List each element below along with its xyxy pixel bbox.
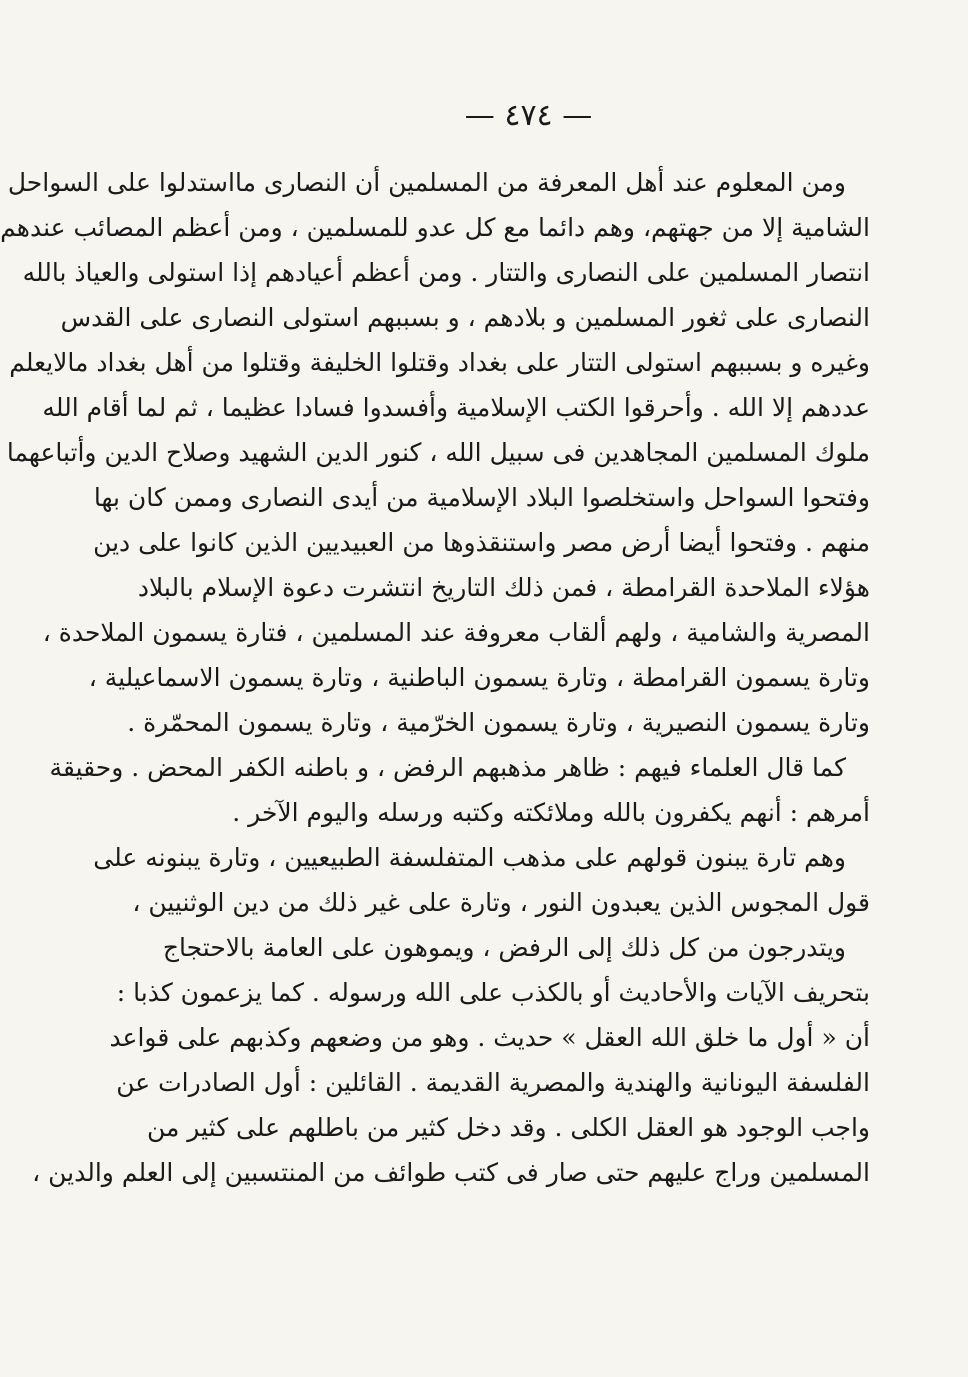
text-line: المصرية والشامية ، ولهم ألقاب معروفة عند المسلمين ، فتارة يسمون الملاحدة ، xyxy=(42,618,870,647)
text-line: ملوك المسلمين المجاهدين فى سبيل الله ، كنور الدين الشهيد وصلاح الدين وأتباعهما xyxy=(6,438,870,467)
body-text xyxy=(0,160,870,1195)
text-line: أن « أول ما خلق الله العقل » حديث . وهو من وضعهم وكذبهم على قواعد xyxy=(109,1023,870,1052)
text-line: وفتحوا السواحل واستخلصوا البلاد الإسلامية من أيدى النصارى وممن كان بها xyxy=(93,483,870,512)
text-line: وهم تارة يبنون قولهم على مذهب المتفلسفة الطبيعيين ، وتارة يبنونه على xyxy=(93,843,846,872)
text-line: منهم . وفتحوا أيضا أرض مصر واستنقذوها من العبيديين الذين كانوا على دين xyxy=(93,528,870,557)
text-line: واجب الوجود هو العقل الكلى . وقد دخل كثير من باطلهم على كثير من xyxy=(146,1113,870,1142)
text-line: الفلسفة اليونانية والهندية والمصرية القديمة . القائلين : أول الصادرات عن xyxy=(116,1068,870,1097)
text-line: هؤلاء الملاحدة القرامطة ، فمن ذلك التاريخ انتشرت دعوة الإسلام بالبلاد xyxy=(137,573,870,602)
text-line: كما قال العلماء فيهم : ظاهر مذهبهم الرفض ، و باطنه الكفر المحض . وحقيقة xyxy=(49,753,846,782)
page-number: — ٤٧٤ — xyxy=(464,98,593,133)
text-line: النصارى على ثغور المسلمين و بلادهم ، و بسببهم استولى النصارى على القدس xyxy=(60,303,870,332)
paragraph xyxy=(49,745,870,835)
paragraph xyxy=(32,925,870,1195)
text-line: ويتدرجون من كل ذلك إلى الرفض ، ويموهون على العامة بالاحتجاج xyxy=(162,933,846,962)
text-line: عددهم إلا الله . وأحرقوا الكتب الإسلامية وأفسدوا فسادا عظيما ، ثم لما أقام الله xyxy=(42,393,870,422)
paragraph xyxy=(0,160,870,745)
text-line: بتحريف الآيات والأحاديث أو بالكذب على الله ورسوله . كما يزعمون كذبا : xyxy=(116,978,870,1007)
text-line: وغيره و بسببهم استولى التتار على بغداد وقتلوا الخليفة وقتلوا من أهل بغداد مالايعلم xyxy=(9,348,870,377)
text-line: وتارة يسمون القرامطة ، وتارة يسمون الباطنية ، وتارة يسمون الاسماعيلية ، xyxy=(88,663,870,692)
text-line: المسلمين وراج عليهم حتى صار فى كتب طوائف من المنتسبين إلى العلم والدين ، xyxy=(32,1158,870,1187)
text-line: ومن المعلوم عند أهل المعرفة من المسلمين أن النصارى مااستدلوا على السواحل xyxy=(7,168,846,197)
text-line: الشامية إلا من جهتهم، وهم دائما مع كل عدو للمسلمين ، ومن أعظم المصائب عندهم xyxy=(0,213,870,242)
text-line: انتصار المسلمين على النصارى والتتار . ومن أعظم أعيادهم إذا استولى والعياذ بالله xyxy=(22,258,870,287)
paragraph xyxy=(93,835,870,925)
text-line: قول المجوس الذين يعبدون النور ، وتارة على غير ذلك من دين الوثنيين ، xyxy=(132,888,870,917)
text-line: أمرهم : أنهم يكفرون بالله وملائكته وكتبه ورسله واليوم الآخر . xyxy=(232,798,870,827)
text-line: وتارة يسمون النصيرية ، وتارة يسمون الخرّمية ، وتارة يسمون المحمّرة . xyxy=(127,708,870,737)
